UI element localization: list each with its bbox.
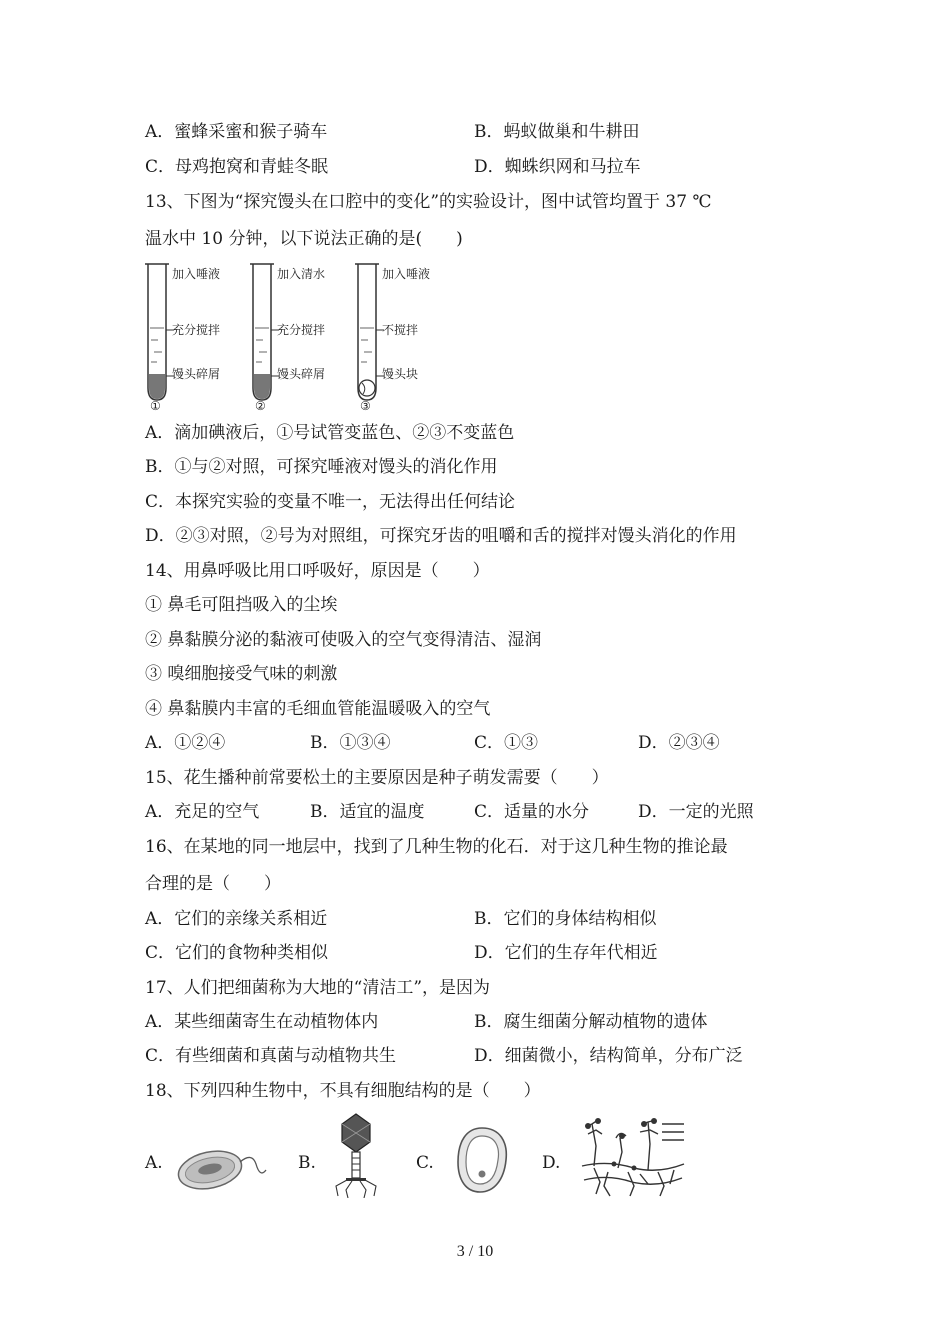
q14-item-1: ① 鼻毛可阻挡吸入的尘埃 <box>145 595 338 615</box>
tube3-mid-label: 不搅拌 <box>382 323 419 337</box>
q16-stem-line1: 16、在某地的同一地层中，找到了几种生物的化石．对于这几种生物的推论最 <box>145 837 728 857</box>
q14-stem: 14、用鼻呼吸比用口呼吸好，原因是（ ） <box>145 561 490 581</box>
tube2-top-label: 加入清水 <box>277 267 326 281</box>
virus-icon <box>330 1112 382 1198</box>
q13-option-a: A．滴加碘液后，①号试管变蓝色、②③不变蓝色 <box>145 423 515 443</box>
test-tube-3 <box>355 264 430 413</box>
q17-option-c: C．有些细菌和真菌与动植物共生 <box>145 1046 397 1066</box>
q16-stem-line2: 合理的是（ ） <box>145 874 281 894</box>
tube2-mid-label: 充分搅拌 <box>277 323 326 337</box>
q13-option-d: D．②③对照，②号为对照组，可探究牙齿的咀嚼和舌的搅拌对馒头消化的作用 <box>145 526 737 546</box>
q14-option-d: D．②③④ <box>638 733 720 753</box>
q13-stem-line1: 13、下图为“探究馒头在口腔中的变化”的实验设计，图中试管均置于 37 ℃ <box>145 192 712 212</box>
q13-option-c: C．本探究实验的变量不唯一，无法得出任何结论 <box>145 492 516 512</box>
q18-option-c-letter: C. <box>416 1153 434 1173</box>
tube1-bottom-label: 馒头碎屑 <box>172 367 221 381</box>
q13-option-b: B．①与②对照，可探究唾液对馒头的消化作用 <box>145 457 498 477</box>
q14-option-b: B．①③④ <box>310 733 391 753</box>
q14-item-4: ④ 鼻黏膜内丰富的毛细血管能温暖吸入的空气 <box>145 699 491 719</box>
q15-option-d: D．一定的光照 <box>638 802 754 822</box>
q18-option-b-letter: B. <box>298 1153 316 1173</box>
q18-option-a-letter: A. <box>145 1153 163 1173</box>
q13-test-tube-figure <box>140 258 450 413</box>
bacterium-icon <box>172 1140 268 1196</box>
tube1-mid-label: 充分搅拌 <box>172 323 221 337</box>
q17-option-d: D．细菌微小，结构简单，分布广泛 <box>474 1046 743 1066</box>
q16-option-b: B．它们的身体结构相似 <box>474 909 657 929</box>
q13-stem-line2: 温水中 10 分钟，以下说法正确的是( ) <box>145 229 463 249</box>
mold-icon <box>578 1116 688 1200</box>
tube3-number: ③ <box>360 399 371 413</box>
q12-option-b: B．蚂蚁做巢和牛耕田 <box>474 122 640 142</box>
tube1-number: ① <box>150 399 161 413</box>
test-tube-1 <box>145 264 220 413</box>
q16-option-d: D．它们的生存年代相近 <box>474 943 658 963</box>
tube3-bottom-label: 馒头块 <box>382 367 419 381</box>
test-tube-2 <box>250 264 325 413</box>
q17-option-a: A．某些细菌寄生在动植物体内 <box>145 1012 379 1032</box>
yeast-cell-icon <box>452 1124 512 1196</box>
q15-option-b: B．适宜的温度 <box>310 802 425 822</box>
q15-option-a: A．充足的空气 <box>145 802 260 822</box>
tube1-top-label: 加入唾液 <box>172 267 221 281</box>
q12-option-a: A．蜜蜂采蜜和猴子骑车 <box>145 122 328 142</box>
q16-option-a: A．它们的亲缘关系相近 <box>145 909 328 929</box>
q18-option-d-letter: D. <box>542 1153 561 1173</box>
q15-option-c: C．适量的水分 <box>474 802 590 822</box>
tube3-top-label: 加入唾液 <box>382 267 431 281</box>
q14-option-a: A．①②④ <box>145 733 226 753</box>
q14-item-2: ② 鼻黏膜分泌的黏液可使吸入的空气变得清洁、湿润 <box>145 630 542 650</box>
q12-option-c: C．母鸡抱窝和青蛙冬眠 <box>145 157 329 177</box>
q14-option-c: C．①③ <box>474 733 539 753</box>
q16-option-c: C．它们的食物种类相似 <box>145 943 329 963</box>
q12-option-d: D．蜘蛛织网和马拉车 <box>474 157 641 177</box>
tube2-bottom-label: 馒头碎屑 <box>277 367 326 381</box>
q14-item-3: ③ 嗅细胞接受气味的刺激 <box>145 664 338 684</box>
tube2-number: ② <box>255 399 266 413</box>
page-number: 3 / 10 <box>456 1243 494 1260</box>
q15-stem: 15、花生播种前常要松土的主要原因是种子萌发需要（ ） <box>145 768 609 788</box>
q18-stem: 18、下列四种生物中，不具有细胞结构的是（ ） <box>145 1081 541 1101</box>
q17-stem: 17、人们把细菌称为大地的“清洁工”，是因为 <box>145 978 491 998</box>
q17-option-b: B．腐生细菌分解动植物的遗体 <box>474 1012 708 1032</box>
